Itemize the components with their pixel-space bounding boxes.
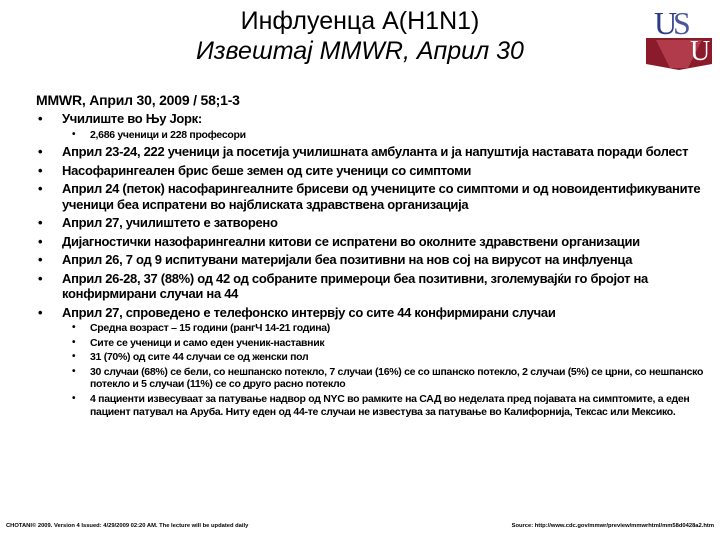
bullet-text: Април 24 (петок) насофарингеалните брисеви од учениците со симптоми и од новоидентификуваните ученици беа испратени во најблиската здравствена организација bbox=[62, 181, 701, 212]
bullet-text: Април 26-28, 37 (88%) од 42 од собраните примероци беа позитивни, зголемувајќи го бројот на конфирмирани случаи на 44 bbox=[62, 270, 648, 302]
bullet-text: Април 27, училиштето е затворено bbox=[62, 215, 278, 231]
sub-bullet-text: Средна возраст – 15 години (рангЧ 14-21 година) bbox=[90, 322, 331, 335]
bullet-item bbox=[36, 163, 708, 179]
footer-copyright: CHOTANI© 2009. Version 4 Issued: 4/29/2009 02:20 AM. The lecture will be updated daily bbox=[6, 523, 249, 529]
bullet-text: Училиште во Њу Јорк: bbox=[62, 111, 202, 126]
logo-letter-1: U bbox=[654, 5, 678, 41]
sub-bullet-list bbox=[62, 129, 708, 142]
bullet-text: Април 27, спроведено е телефонско интервју со сите 44 конфирмирани случаи bbox=[62, 304, 556, 320]
bullet-icon: • bbox=[38, 162, 43, 178]
bullet-item bbox=[36, 111, 708, 141]
sub-bullet-item bbox=[62, 322, 708, 335]
title-line-1: Инфлуенца A(H1N1) bbox=[240, 7, 480, 35]
report-citation: MMWR, Април 30, 2009 / 58;1-3 bbox=[36, 92, 240, 108]
title-line-2: Извештај MMWR, Април 30 bbox=[196, 37, 524, 65]
sub-bullet-icon: • bbox=[72, 365, 76, 377]
logo-letter-3: U bbox=[690, 36, 711, 67]
sub-bullet-icon: • bbox=[72, 393, 76, 405]
bullet-text: Април 26, 7 од 9 испитувани материјали беа позитивни на нов сој на вирусот на инфлуенца bbox=[62, 252, 633, 268]
bullet-icon: • bbox=[38, 304, 43, 320]
bullet-item bbox=[36, 252, 708, 268]
bullet-item bbox=[36, 305, 708, 419]
slide-title bbox=[120, 6, 600, 66]
sub-bullet-item bbox=[62, 366, 708, 391]
bullet-item bbox=[36, 215, 708, 231]
bullet-text: Насофарингеален брис беше земен од сите ученици со симптоми bbox=[62, 162, 472, 178]
sub-bullet-icon: • bbox=[72, 128, 76, 140]
bullet-item bbox=[36, 234, 708, 250]
bullet-icon: • bbox=[38, 181, 43, 197]
sub-bullet-text: 4 пациенти извесуваат за патување надвор од NYC во рамките на САД во неделата пред појавата на симптомите, а еден пациент патувал на Аруба. Ниту еден од 44-те случаи не известува за патување во Калифорнија, Тексас или Мексико. bbox=[90, 393, 690, 418]
sub-bullet-item bbox=[62, 393, 708, 418]
slide-content bbox=[36, 92, 708, 421]
bullet-icon: • bbox=[38, 252, 43, 268]
bullet-text: Дијагностички назофарингеални китови се испратени во околните здравствени организации bbox=[62, 233, 640, 249]
footer-source: Source: http://www.cdc.gov/mmwr/preview/mmwrhtml/mm58d0428a2.htm bbox=[511, 523, 714, 529]
sub-bullet-item bbox=[62, 351, 708, 364]
bullet-icon: • bbox=[38, 270, 43, 286]
bullet-list bbox=[36, 111, 708, 418]
sub-bullet-icon: • bbox=[72, 322, 76, 334]
sub-bullet-icon: • bbox=[72, 351, 76, 363]
bullet-item bbox=[36, 181, 708, 212]
bullet-icon: • bbox=[38, 215, 43, 231]
sub-bullet-item bbox=[62, 129, 708, 142]
bullet-text: Април 23-24, 222 ученици ја посетија училишната амбуланта и ја напуштија наставата поради болест bbox=[62, 144, 689, 160]
sub-bullet-list bbox=[62, 322, 708, 418]
bullet-item bbox=[36, 144, 708, 160]
sub-bullet-text: 31 (70%) од сите 44 случаи се од женски пол bbox=[90, 351, 309, 364]
university-logo bbox=[642, 2, 716, 72]
sub-bullet-icon: • bbox=[72, 336, 76, 348]
sub-bullet-text: 30 случаи (68%) се бели, со нешпанско потекло, 7 случаи (16%) се со шпанско потекло, 2 случаи (5%) се црни, со нешпанско потекло и 5 случаи (11%) се со друго расно потекло bbox=[90, 365, 704, 391]
sub-bullet-text: 2,686 ученици и 228 професори bbox=[90, 128, 246, 141]
sub-bullet-text: Сите се ученици и само еден ученик-наставник bbox=[90, 336, 325, 349]
bullet-icon: • bbox=[38, 233, 43, 249]
bullet-item bbox=[36, 271, 708, 302]
logo-letter-2: S bbox=[673, 5, 691, 41]
bullet-icon: • bbox=[38, 144, 43, 160]
sub-bullet-item bbox=[62, 337, 708, 350]
bullet-icon: • bbox=[38, 111, 43, 126]
